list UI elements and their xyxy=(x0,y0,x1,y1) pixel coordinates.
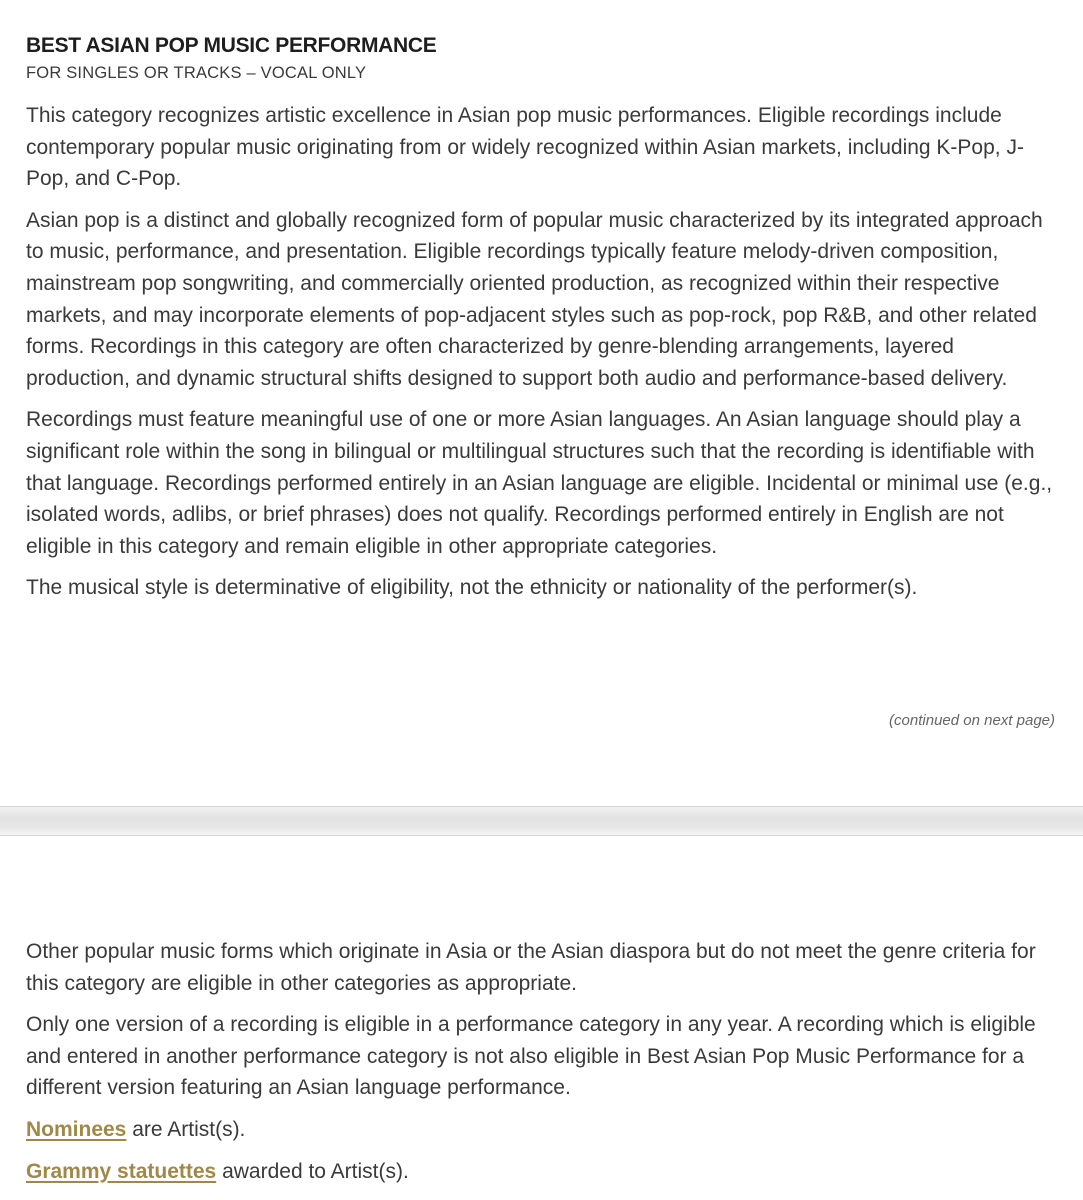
paragraph: This category recognizes artistic excellence in Asian pop music performances. Eligible recordings include contemporary popular music originating from or widely recognized within Asian markets, including K-Pop, J-Pop, and C-Pop. xyxy=(26,104,1024,191)
category-description-continued xyxy=(26,936,1056,1197)
nominees-link[interactable]: Nominees xyxy=(26,1117,127,1141)
category-title: BEST ASIAN POP MUSIC PERFORMANCE xyxy=(26,34,437,57)
continued-note: (continued on next page) xyxy=(889,712,1055,729)
grammy-statuettes-link[interactable]: Grammy statuettes xyxy=(26,1159,217,1183)
paragraph: Recordings must feature meaningful use of one or more Asian languages. An Asian language should play a significant role within the song in bilingual or multilingual structures such that the recording is identifiable with that language. Recordings performed entirely in an Asian language are eligible. Incidental or minimal use (e.g., isolated words, adlibs, or brief phrases) does not qualify. Recordings performed entirely in English are not eligible in this category and remain eligible in other appropriate categories. xyxy=(26,408,1053,558)
statuettes-line xyxy=(26,1156,1056,1188)
paragraph: Other popular music forms which originate in Asia or the Asian diaspora but do not meet the genre criteria for this category are eligible in other categories as appropriate. xyxy=(26,940,1036,995)
nominees-line xyxy=(26,1114,1056,1146)
paragraph: The musical style is determinative of eligibility, not the ethnicity or nationality of the performer(s). xyxy=(26,576,918,600)
paragraph: Asian pop is a distinct and globally recognized form of popular music characterized by its integrated approach to music, performance, and presentation. Eligible recordings typically feature melody-driven composition, mainstream pop songwriting, and commercially oriented production, as recognized within their respective markets, and may incorporate elements of pop-adjacent styles such as pop-rock, pop R&B, and other related forms. Recordings in this category are often characterized by genre-blending arrangements, layered production, and dynamic structural shifts designed to support both audio and performance-based delivery. xyxy=(26,208,1043,390)
category-subtitle: FOR SINGLES OR TRACKS – VOCAL ONLY xyxy=(26,64,367,82)
category-description xyxy=(26,100,1056,614)
statuettes-text: awarded to Artist(s). xyxy=(216,1159,409,1183)
nominees-text: are Artist(s). xyxy=(126,1117,246,1141)
paragraph: Only one version of a recording is eligible in a performance category in any year. A recording which is eligible and entered in another performance category is not also eligible in Best Asian Pop Music Performance for a different version featuring an Asian language performance. xyxy=(26,1013,1036,1100)
page-separator xyxy=(0,806,1083,836)
